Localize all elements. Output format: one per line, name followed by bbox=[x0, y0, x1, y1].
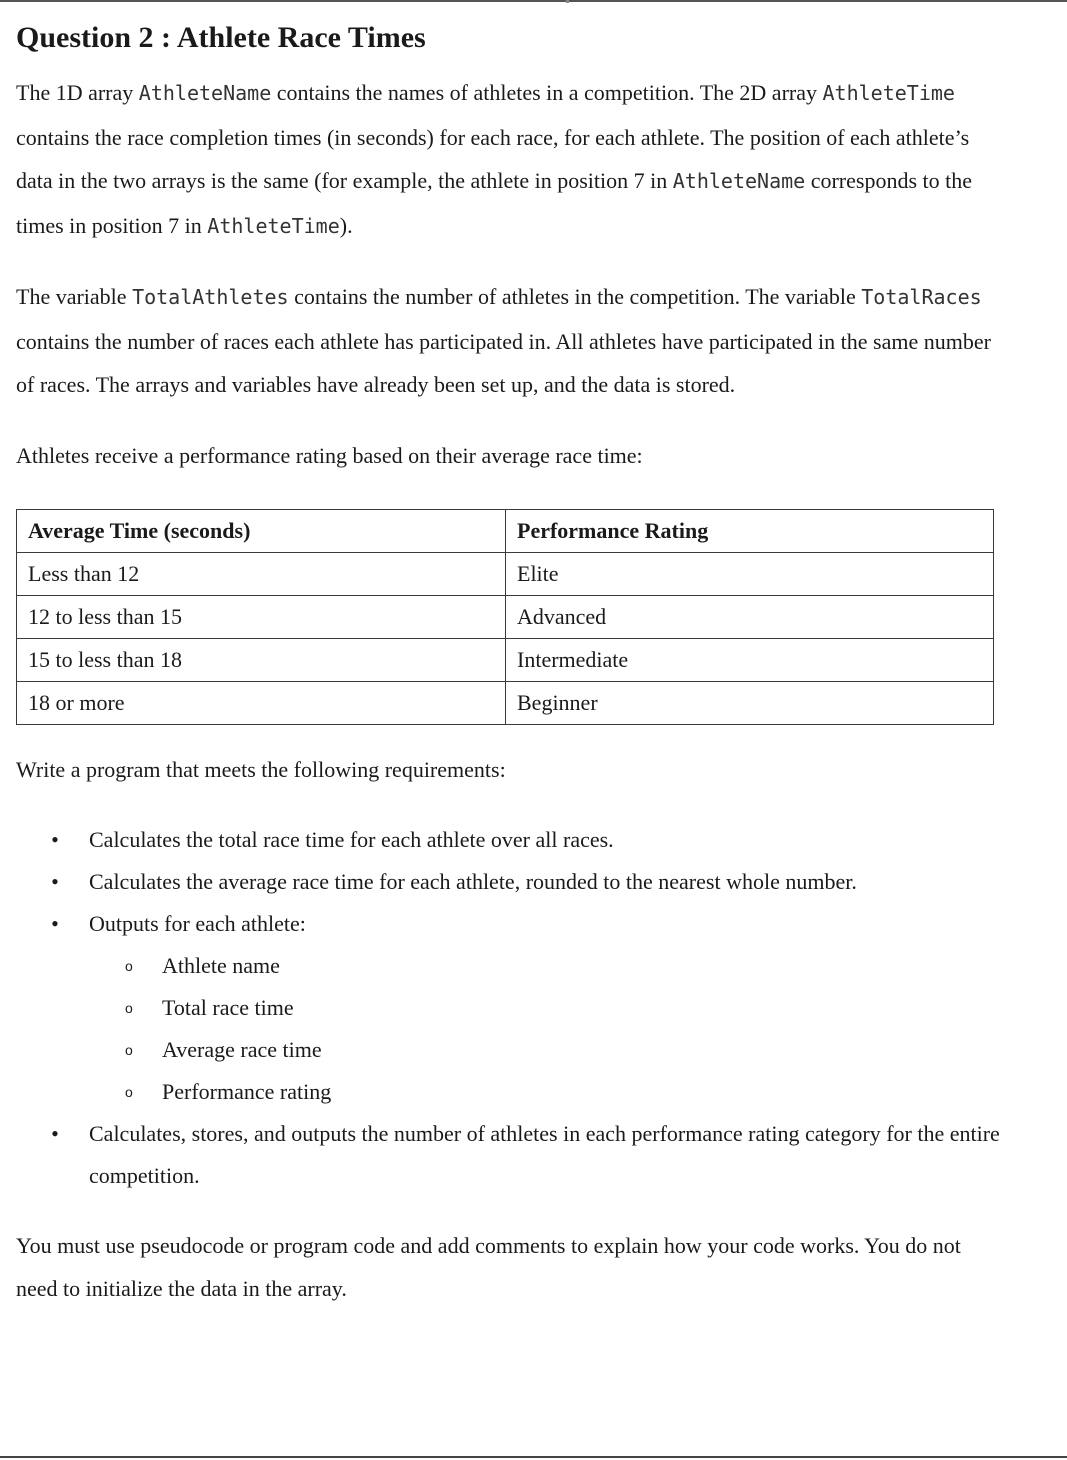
text-run: corresponds to the times in position 7 in bbox=[16, 168, 973, 238]
output-item-label: Performance rating bbox=[162, 1078, 332, 1104]
text-run: The variable bbox=[16, 284, 133, 309]
requirement-item bbox=[16, 1113, 1001, 1197]
table-row bbox=[17, 639, 994, 682]
code-athletename: AthleteName bbox=[138, 81, 272, 105]
text-run: The 1D array bbox=[16, 80, 139, 105]
table-row bbox=[17, 682, 994, 725]
closing-instructions: You must use pseudocode or program code and add comments to explain how your code works. You do not need to initialize the data in the array. bbox=[16, 1232, 961, 1301]
requirement-item bbox=[16, 861, 1001, 903]
text-run: contains the number of races each athlete has participated in. All athletes have participated in the same number of races. The arrays and variables have already been set up, and the data is stored. bbox=[16, 328, 991, 397]
output-item bbox=[16, 945, 1001, 987]
bullet-icon: • bbox=[51, 910, 59, 936]
table-cell-time: Less than 12 bbox=[17, 553, 506, 596]
code-totalathletes: TotalAthletes bbox=[132, 285, 289, 309]
top-rule bbox=[0, 0, 1067, 2]
column-header-performance-rating: Performance Rating bbox=[506, 510, 994, 553]
code-athletename: AthleteName bbox=[672, 169, 806, 193]
table-cell-rating: Intermediate bbox=[506, 639, 994, 682]
rating-intro: Athletes receive a performance rating based on their average race time: bbox=[16, 442, 643, 468]
output-item bbox=[16, 1071, 1001, 1113]
table-cell-rating: Elite bbox=[506, 553, 994, 596]
bullet-icon: • bbox=[51, 868, 59, 894]
bullet-icon: • bbox=[51, 826, 59, 852]
table-cell-time: 12 to less than 15 bbox=[17, 596, 506, 639]
text-run: ). bbox=[339, 212, 353, 238]
table-header-row bbox=[17, 510, 994, 553]
code-totalraces: TotalRaces bbox=[861, 285, 982, 309]
table-cell-rating: Beginner bbox=[506, 682, 994, 725]
question-content bbox=[16, 18, 1001, 1311]
top-mark bbox=[566, 0, 569, 3]
requirement-text: Calculates the average race time for each athlete, rounded to the nearest whole number. bbox=[89, 868, 857, 894]
circle-bullet-icon: o bbox=[125, 1041, 133, 1058]
requirement-item bbox=[16, 903, 1001, 1113]
requirement-item bbox=[16, 819, 1001, 861]
text-run: contains the names of athletes in a competition. The 2D array bbox=[271, 80, 823, 105]
circle-bullet-icon: o bbox=[125, 957, 133, 974]
text-run: contains the race completion times (in seconds) for each race, for each athlete. The position of each athlete’s data in the two arrays is the same (for example, the athlete in position 7 in bbox=[16, 124, 970, 193]
intro-paragraph-variables bbox=[16, 275, 1001, 407]
table-cell-rating: Advanced bbox=[506, 596, 994, 639]
output-item-label: Average race time bbox=[162, 1036, 322, 1062]
bottom-rule bbox=[0, 1456, 1067, 1458]
performance-rating-table bbox=[16, 509, 994, 725]
table-cell-time: 15 to less than 18 bbox=[17, 639, 506, 682]
circle-bullet-icon: o bbox=[125, 999, 133, 1016]
column-header-average-time: Average Time (seconds) bbox=[17, 510, 506, 553]
text-run: contains the number of athletes in the competition. The variable bbox=[288, 284, 862, 309]
requirements-list bbox=[16, 819, 1001, 1197]
question-title: Question 2 : Athlete Race Times bbox=[16, 21, 426, 54]
table-row bbox=[17, 553, 994, 596]
bullet-icon: • bbox=[51, 1120, 59, 1146]
table-cell-time: 18 or more bbox=[17, 682, 506, 725]
output-item bbox=[16, 987, 1001, 1029]
code-athletetime: AthleteTime bbox=[822, 81, 955, 105]
intro-paragraph-arrays bbox=[16, 71, 1001, 248]
table-row bbox=[17, 596, 994, 639]
output-item-label: Total race time bbox=[162, 994, 294, 1020]
requirements-intro: Write a program that meets the following requirements: bbox=[16, 757, 506, 782]
requirement-text: Outputs for each athlete: bbox=[89, 910, 306, 936]
requirement-text: Calculates the total race time for each athlete over all races. bbox=[89, 826, 614, 852]
circle-bullet-icon: o bbox=[125, 1083, 133, 1100]
output-item bbox=[16, 1029, 1001, 1071]
output-item-label: Athlete name bbox=[162, 952, 280, 978]
code-athletetime: AthleteTime bbox=[207, 213, 340, 238]
output-items-list bbox=[89, 945, 1001, 1113]
requirement-text: Calculates, stores, and outputs the number of athletes in each performance rating category for the entire competition. bbox=[89, 1120, 1000, 1188]
